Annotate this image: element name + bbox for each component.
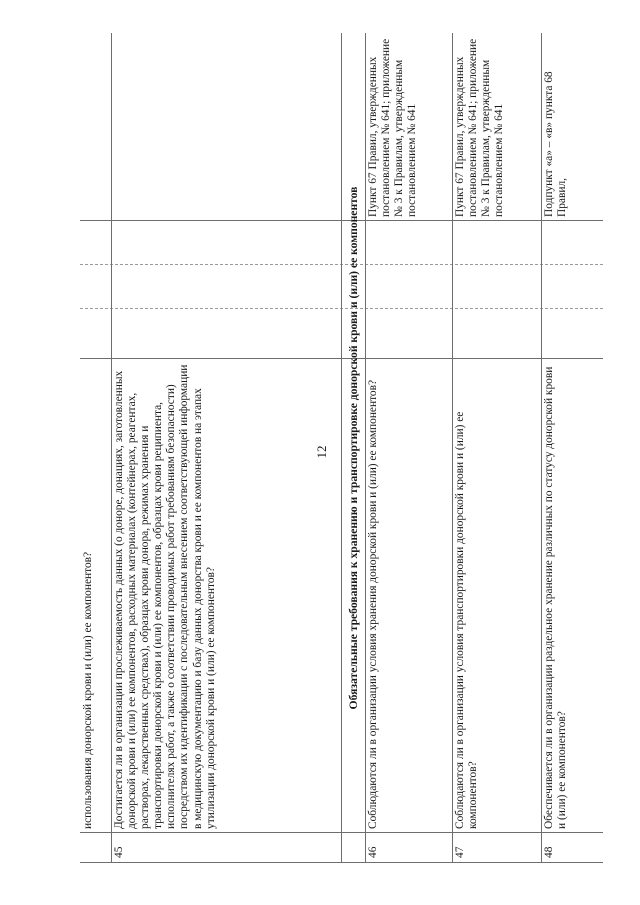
table-row: [452, 33, 541, 863]
page-number: 12: [314, 445, 329, 459]
row-number: 46: [367, 846, 379, 858]
table-row: [111, 33, 341, 863]
row-reference: [111, 33, 115, 221]
table-row: [80, 33, 111, 863]
table-row: [541, 33, 603, 863]
row-question: Обеспечивается ли в организации раздельное хранение различных по статусу донорской крови и (или) ее компонентов?: [543, 366, 569, 829]
row-question: использования донорской крови и (или) ее компонентов?: [82, 551, 94, 829]
row-question: Достигается ли в организации прослеживаемость данных (о доноре, донациях, заготовленных донорской крови и (или) ее компонентов, расходных материалах (контейнерах, реагентах, растворах, лекарственных средствах), образцах крови донора, режимах хранения и транспортировки донорской крови и (или) ее компонентов, образцах крови реципиента, исполнителях работ, а также о соответствии проводимых работ требованиям безопасности) посредством их идентификации с последовательным внесением соответствующей информации в медицинскую документацию и базу данных донорства крови и ее компонентов на этапах утилизации донорской крови и (или) ее компонентов?: [113, 364, 217, 829]
row-number: 45: [113, 846, 125, 858]
table-row: [365, 33, 452, 863]
row-number: [80, 833, 84, 863]
row-question: Соблюдаются ли в организации условия транспортировки донорской крови и (или) ее компонентов?: [454, 411, 480, 829]
row-number: 47: [454, 846, 466, 858]
row-reference: Пункт 67 Правил, утвержденных постановлением № 641; приложение № 3 к Правилам, утвержденным постановлением № 641: [367, 38, 419, 217]
row-reference: [80, 33, 84, 221]
row-reference: Пункт 67 Правил, утвержденных постановлением № 641; приложение № 3 к Правилам, утвержденным постановлением № 641: [454, 38, 506, 217]
row-question: Соблюдаются ли в организации условия хранения донорской крови и (или) ее компонентов?: [367, 379, 379, 829]
checklist-table: [80, 33, 603, 863]
section-heading: Обязательные требования к хранению и транспортировке донорской крови и (или) ее компонентов: [347, 186, 360, 710]
row-number: 48: [543, 846, 555, 858]
row-divider: [341, 33, 342, 863]
row-reference: Подпункт «а» – «в» пункта 68 Правил,: [543, 71, 569, 217]
